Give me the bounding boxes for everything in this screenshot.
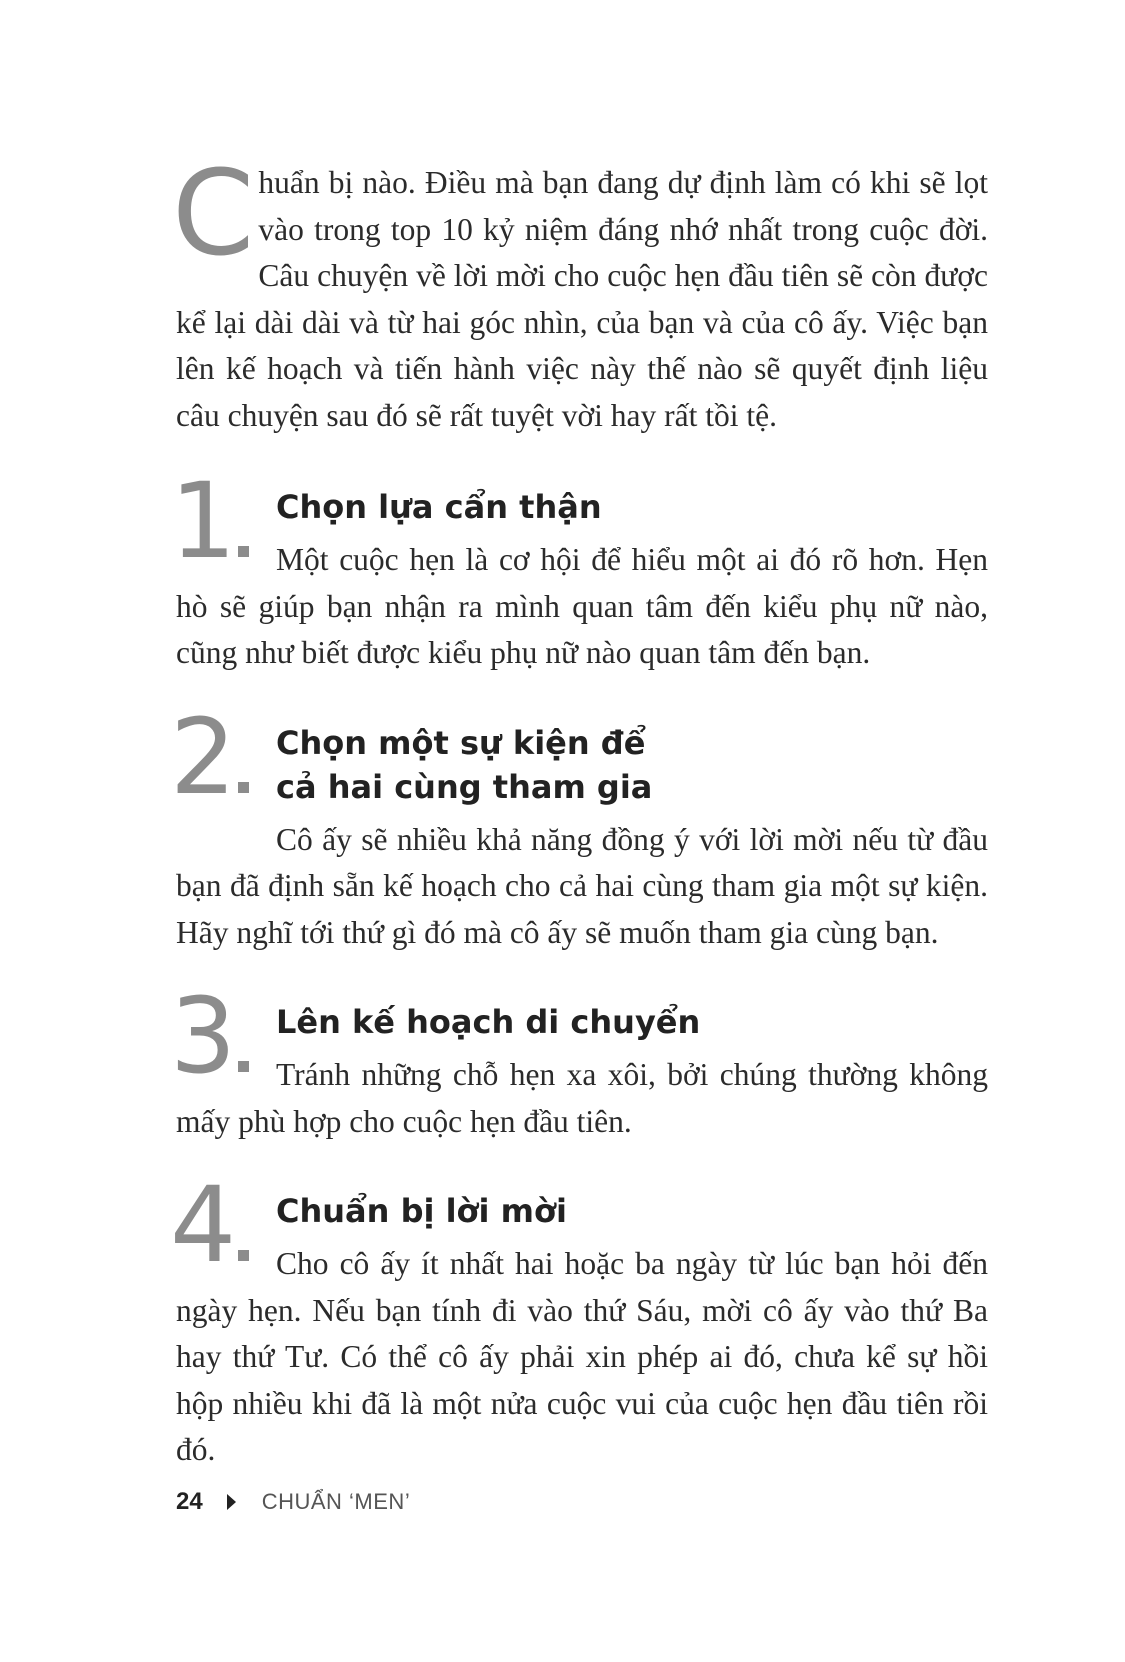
section-header <box>170 1164 988 1286</box>
drop-cap: C <box>172 144 255 282</box>
section-header <box>170 975 988 1097</box>
numeral-dot <box>238 1061 249 1072</box>
page-number: 24 <box>176 1488 203 1515</box>
section-title: Chọn lựa cẩn thận <box>276 488 602 526</box>
intro-paragraph <box>172 144 988 439</box>
section-title: Chọn một sự kiện để cả hai cùng tham gia <box>276 723 653 806</box>
section-1 <box>170 460 988 677</box>
intro-text: huẩn bị nào. Điều mà bạn đang dự định làm có khi sẽ lọt vào trong top 10 kỷ niệm đáng nhớ nhất trong cuộc đời. Câu chuyện về lời mời cho cuộc hẹn đầu tiên sẽ còn được kể lại dài dài và từ hai góc nhìn, của bạn và của cô ấy. Việc bạn lên kế hoạch và tiến hành việc này thế nào sẽ quyết định liệu câu chuyện sau đó sẽ rất tuyệt vời hay rất tồi tệ. <box>176 165 988 433</box>
section-4 <box>170 1164 988 1474</box>
section-body: Tránh những chỗ hẹn xa xôi, bởi chúng thường không mấy phù hợp cho cuộc hẹn đầu tiên. <box>176 1057 988 1139</box>
page-content <box>170 144 988 1474</box>
triangle-right-icon <box>227 1494 236 1510</box>
section-number: 3 <box>170 984 249 1088</box>
section-title: Lên kế hoạch di chuyển <box>276 1003 701 1041</box>
section-2 <box>170 695 988 957</box>
section-number: 1 <box>170 469 249 573</box>
running-title: CHUẨN ‘MEN’ <box>261 1489 411 1514</box>
section-header <box>170 695 988 818</box>
section-header <box>170 460 988 582</box>
section-number: 4 <box>170 1173 249 1277</box>
section-body: Cho cô ấy ít nhất hai hoặc ba ngày từ lúc bạn hỏi đến ngày hẹn. Nếu bạn tính đi vào thứ Sáu, mời cô ấy vào thứ Ba hay thứ Tư. Có thể cô ấy phải xin phép ai đó, chưa kể sự hồi hộp nhiều khi đã là một nửa cuộc vui của cuộc hẹn đầu tiên rồi đó. <box>176 1246 988 1467</box>
numeral-dot <box>238 782 249 793</box>
numeral-dot <box>238 546 249 557</box>
section-title: Chuẩn bị lời mời <box>276 1192 567 1230</box>
section-number: 2 <box>170 705 249 809</box>
numeral-dot <box>238 1250 249 1261</box>
page-footer <box>176 1488 410 1516</box>
section-body: Một cuộc hẹn là cơ hội để hiểu một ai đó rõ hơn. Hẹn hò sẽ giúp bạn nhận ra mình quan tâm đến kiểu phụ nữ nào, cũng như biết được kiểu phụ nữ nào quan tâm đến bạn. <box>176 542 988 670</box>
section-3 <box>170 975 988 1145</box>
section-body: Cô ấy sẽ nhiều khả năng đồng ý với lời mời nếu từ đầu bạn đã định sẵn kế hoạch cho cả hai cùng tham gia một sự kiện. Hãy nghĩ tới thứ gì đó mà cô ấy sẽ muốn tham gia cùng bạn. <box>176 821 988 950</box>
